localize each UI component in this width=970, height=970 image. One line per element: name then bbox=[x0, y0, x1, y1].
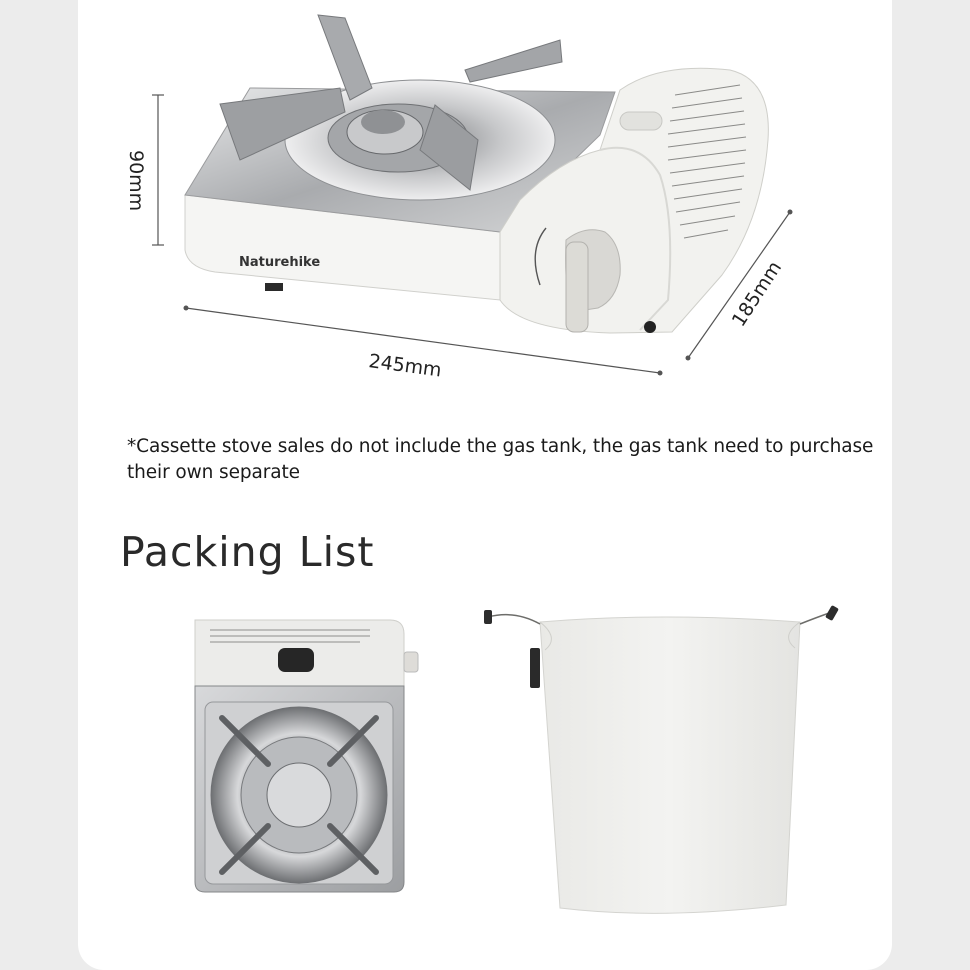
stove-image bbox=[185, 15, 768, 333]
packing-list-title: Packing List bbox=[120, 528, 375, 576]
brand-label: Naturehike bbox=[239, 255, 321, 270]
packing-list-items bbox=[0, 590, 970, 920]
packing-item-stove bbox=[195, 620, 418, 892]
gas-tank-note: *Cassette stove sales do not include the gas tank, the gas tank need to purchase their own separate bbox=[127, 436, 874, 483]
height-label: 90mm bbox=[125, 150, 147, 212]
width-label: 245mm bbox=[367, 350, 443, 382]
stove-dimension-illustration bbox=[0, 0, 970, 400]
depth-label: 185mm bbox=[727, 257, 787, 331]
packing-item-storage-bag bbox=[484, 605, 839, 913]
